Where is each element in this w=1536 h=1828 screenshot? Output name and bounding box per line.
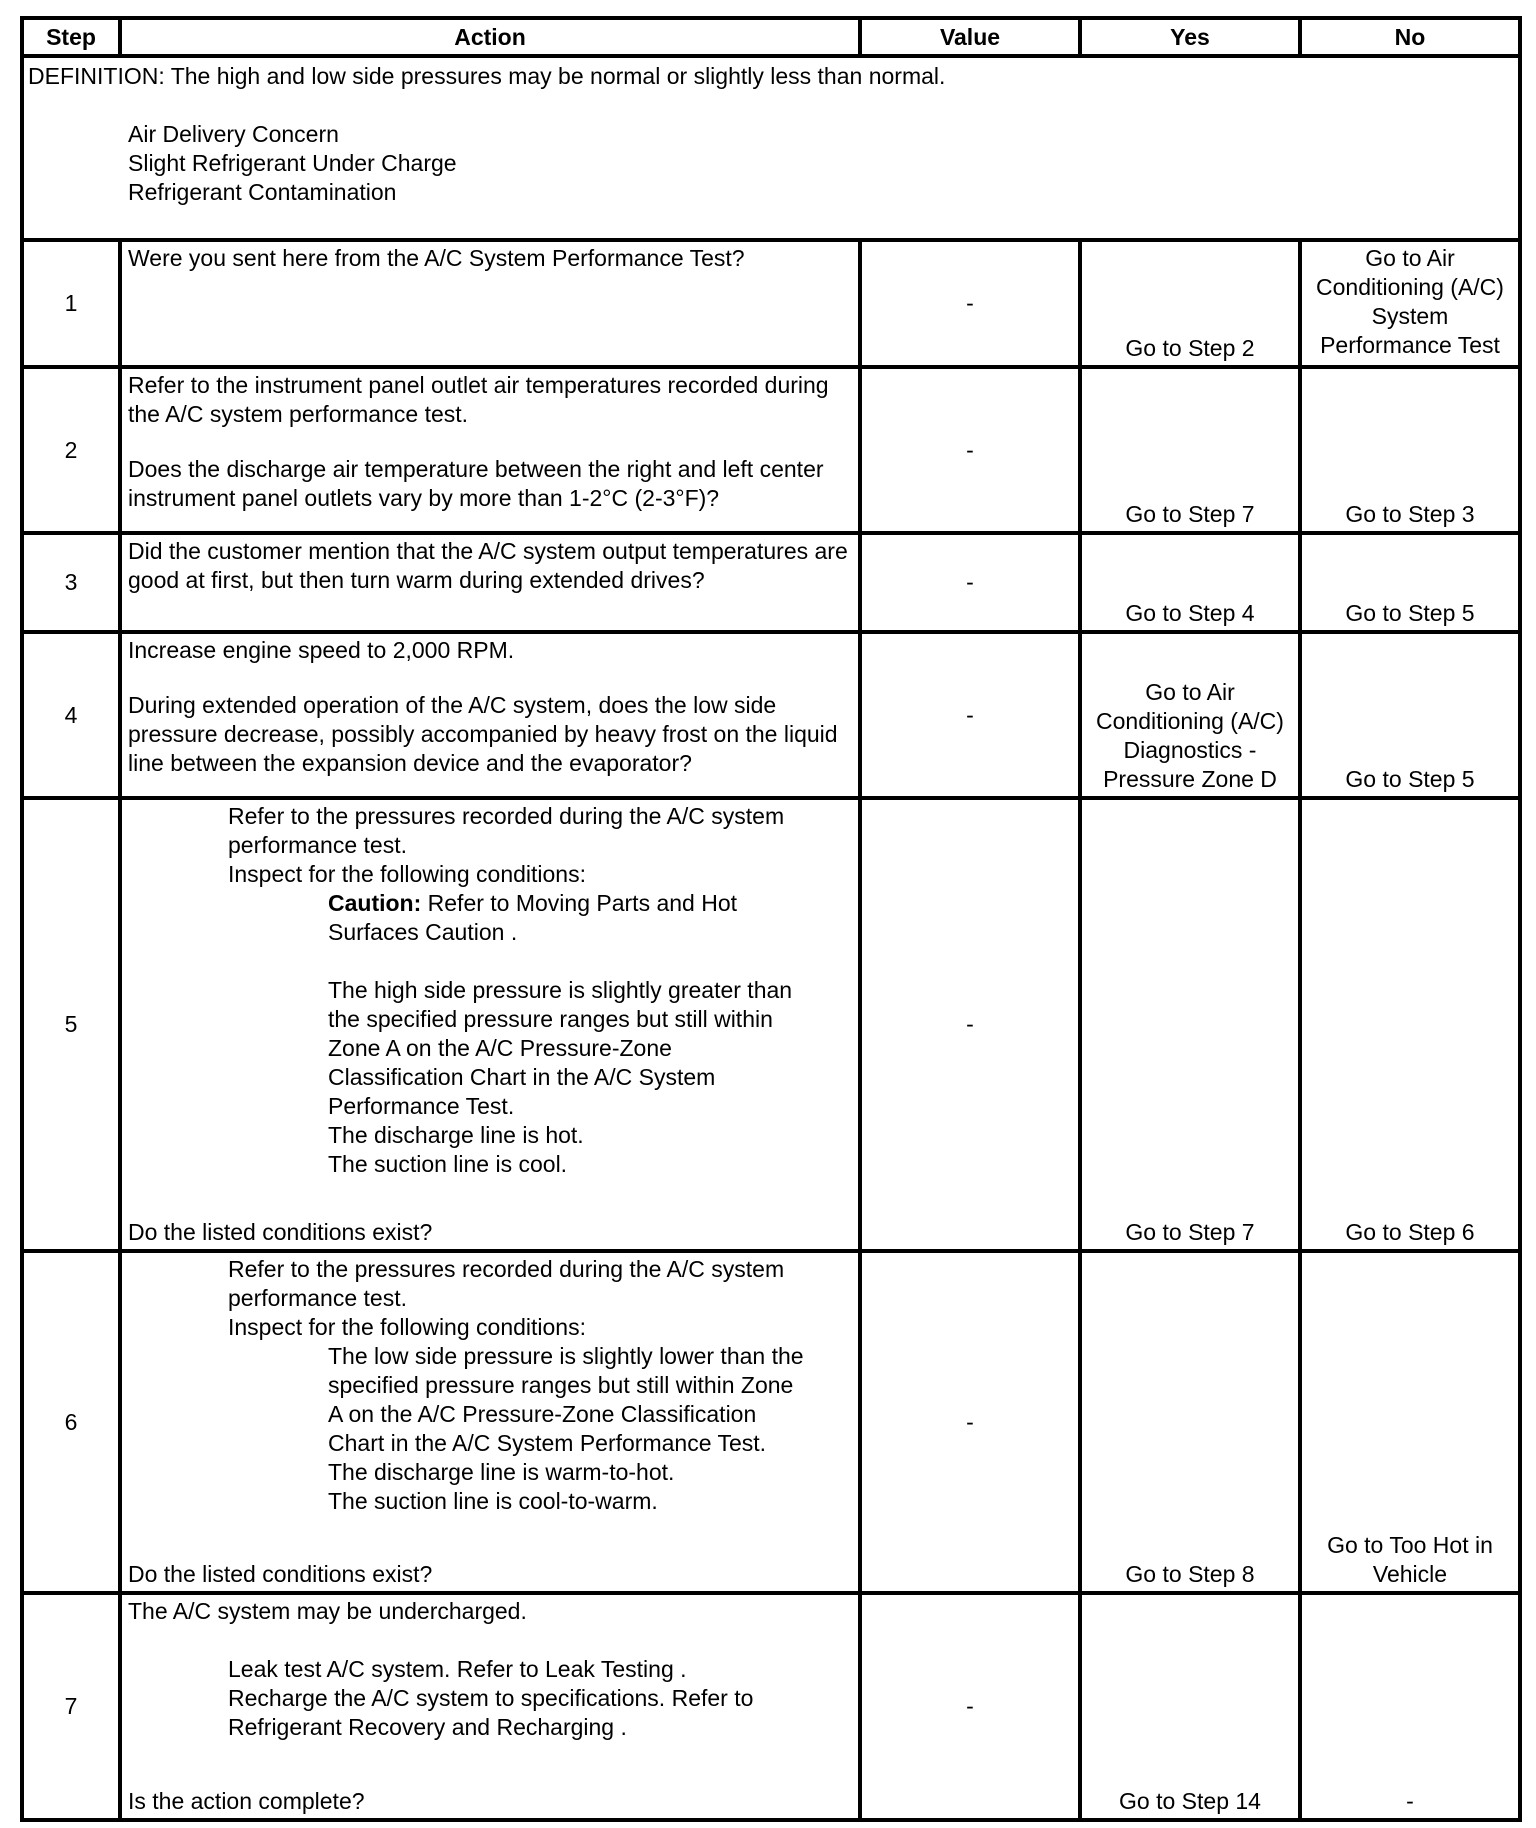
condition-line: The discharge line is warm-to-hot.	[328, 1459, 675, 1485]
action-cell	[120, 632, 860, 798]
header-step: Step	[22, 18, 120, 56]
caution-line: Surfaces Caution .	[328, 919, 518, 945]
action-cell	[120, 1251, 860, 1593]
value-cell: -	[860, 367, 1080, 533]
yes-cell: Go to Step 7	[1080, 798, 1300, 1251]
header-yes: Yes	[1080, 18, 1300, 56]
action-text: Did the customer mention that the A/C system output temperatures are good at first, but then turn warm during extended drives?	[128, 538, 848, 593]
action-cell	[120, 798, 860, 1251]
condition-line: Classification Chart in the A/C System	[328, 1064, 716, 1090]
action-cell	[120, 1593, 860, 1820]
step-number: 5	[22, 798, 120, 1251]
condition-line: The discharge line is hot.	[328, 1122, 584, 1148]
no-cell: Go to Step 5	[1300, 533, 1520, 632]
action-line: performance test.	[228, 832, 407, 858]
yes-cell: Go to Air Conditioning (A/C) Diagnostics - Pressure Zone D	[1080, 632, 1300, 798]
step-number: 7	[22, 1593, 120, 1820]
definition-row	[22, 56, 1520, 240]
condition-line: The suction line is cool.	[328, 1151, 568, 1177]
header-value: Value	[860, 18, 1080, 56]
value-cell: -	[860, 632, 1080, 798]
header-row	[22, 18, 1520, 56]
value-cell: -	[860, 1593, 1080, 1820]
yes-cell: Go to Step 7	[1080, 367, 1300, 533]
action-line: Refrigerant Recovery and Recharging .	[228, 1714, 627, 1740]
condition-line: the specified pressure ranges but still within	[328, 1006, 773, 1032]
table-row	[22, 240, 1520, 367]
caution-text: Refer to Moving Parts and Hot	[421, 890, 738, 916]
action-line: Leak test A/C system. Refer to Leak Testing .	[228, 1656, 687, 1682]
no-cell: Go to Step 5	[1300, 632, 1520, 798]
action-question: Does the discharge air temperature between the right and left center instrument panel outlets vary by more than 1-2°C (2-3°F)?	[128, 456, 824, 511]
action-question: Do the listed conditions exist?	[128, 1219, 433, 1245]
table-row	[22, 798, 1520, 1251]
condition-line: Chart in the A/C System Performance Test.	[328, 1430, 767, 1456]
caution-line	[128, 889, 852, 918]
action-line: Inspect for the following conditions:	[228, 861, 586, 887]
action-line: performance test.	[228, 1285, 407, 1311]
no-cell: Go to Air Conditioning (A/C) System Performance Test	[1300, 240, 1520, 367]
value-cell: -	[860, 798, 1080, 1251]
step-number: 1	[22, 240, 120, 367]
action-line: Refer to the pressures recorded during the A/C system	[228, 1256, 785, 1282]
action-text: Were you sent here from the A/C System Performance Test?	[128, 245, 745, 271]
condition-line: The low side pressure is slightly lower than the	[328, 1343, 804, 1369]
step-number: 4	[22, 632, 120, 798]
no-cell: Go to Step 3	[1300, 367, 1520, 533]
action-question: Is the action complete?	[128, 1788, 365, 1814]
table-row	[22, 533, 1520, 632]
value-cell: -	[860, 1251, 1080, 1593]
no-cell: -	[1300, 1593, 1520, 1820]
action-intro: Refer to the instrument panel outlet air temperatures recorded during the A/C system performance test.	[128, 372, 829, 427]
diagnostic-table-container	[20, 16, 1518, 1822]
action-cell	[120, 240, 860, 367]
yes-cell: Go to Step 4	[1080, 533, 1300, 632]
table-row	[22, 632, 1520, 798]
action-intro: Increase engine speed to 2,000 RPM.	[128, 637, 515, 663]
value-cell: -	[860, 240, 1080, 367]
header-no: No	[1300, 18, 1520, 56]
definition-item: Refrigerant Contamination	[128, 179, 397, 205]
action-question: Do the listed conditions exist?	[128, 1561, 433, 1587]
condition-line: specified pressure ranges but still within Zone	[328, 1372, 794, 1398]
definition-item: Slight Refrigerant Under Charge	[128, 150, 457, 176]
value-cell: -	[860, 533, 1080, 632]
action-line: Inspect for the following conditions:	[228, 1314, 586, 1340]
definition-item: Air Delivery Concern	[128, 121, 339, 147]
condition-line: The high side pressure is slightly greater than	[328, 977, 793, 1003]
action-cell	[120, 533, 860, 632]
action-line: Recharge the A/C system to specifications. Refer to	[228, 1685, 754, 1711]
step-number: 6	[22, 1251, 120, 1593]
condition-line: Performance Test.	[328, 1093, 515, 1119]
yes-cell: Go to Step 14	[1080, 1593, 1300, 1820]
step-number: 3	[22, 533, 120, 632]
no-cell: Go to Too Hot in Vehicle	[1300, 1251, 1520, 1593]
condition-line: The suction line is cool-to-warm.	[328, 1488, 658, 1514]
action-cell	[120, 367, 860, 533]
no-cell: Go to Step 6	[1300, 798, 1520, 1251]
action-question: During extended operation of the A/C system, does the low side pressure decrease, possibly accompanied by heavy frost on the liquid line between the expansion device and the evaporator?	[128, 692, 838, 776]
header-action: Action	[120, 18, 860, 56]
action-intro: The A/C system may be undercharged.	[128, 1598, 527, 1624]
yes-cell: Go to Step 8	[1080, 1251, 1300, 1593]
definition-text: DEFINITION: The high and low side pressures may be normal or slightly less than normal.	[28, 63, 946, 89]
action-line: Refer to the pressures recorded during the A/C system	[228, 803, 785, 829]
table-row	[22, 367, 1520, 533]
step-number: 2	[22, 367, 120, 533]
diagnostic-table	[20, 16, 1522, 1822]
yes-cell: Go to Step 2	[1080, 240, 1300, 367]
caution-label: Caution:	[328, 890, 422, 916]
condition-line: Zone A on the A/C Pressure-Zone	[328, 1035, 672, 1061]
table-row	[22, 1251, 1520, 1593]
condition-line: A on the A/C Pressure-Zone Classification	[328, 1401, 757, 1427]
table-row	[22, 1593, 1520, 1820]
